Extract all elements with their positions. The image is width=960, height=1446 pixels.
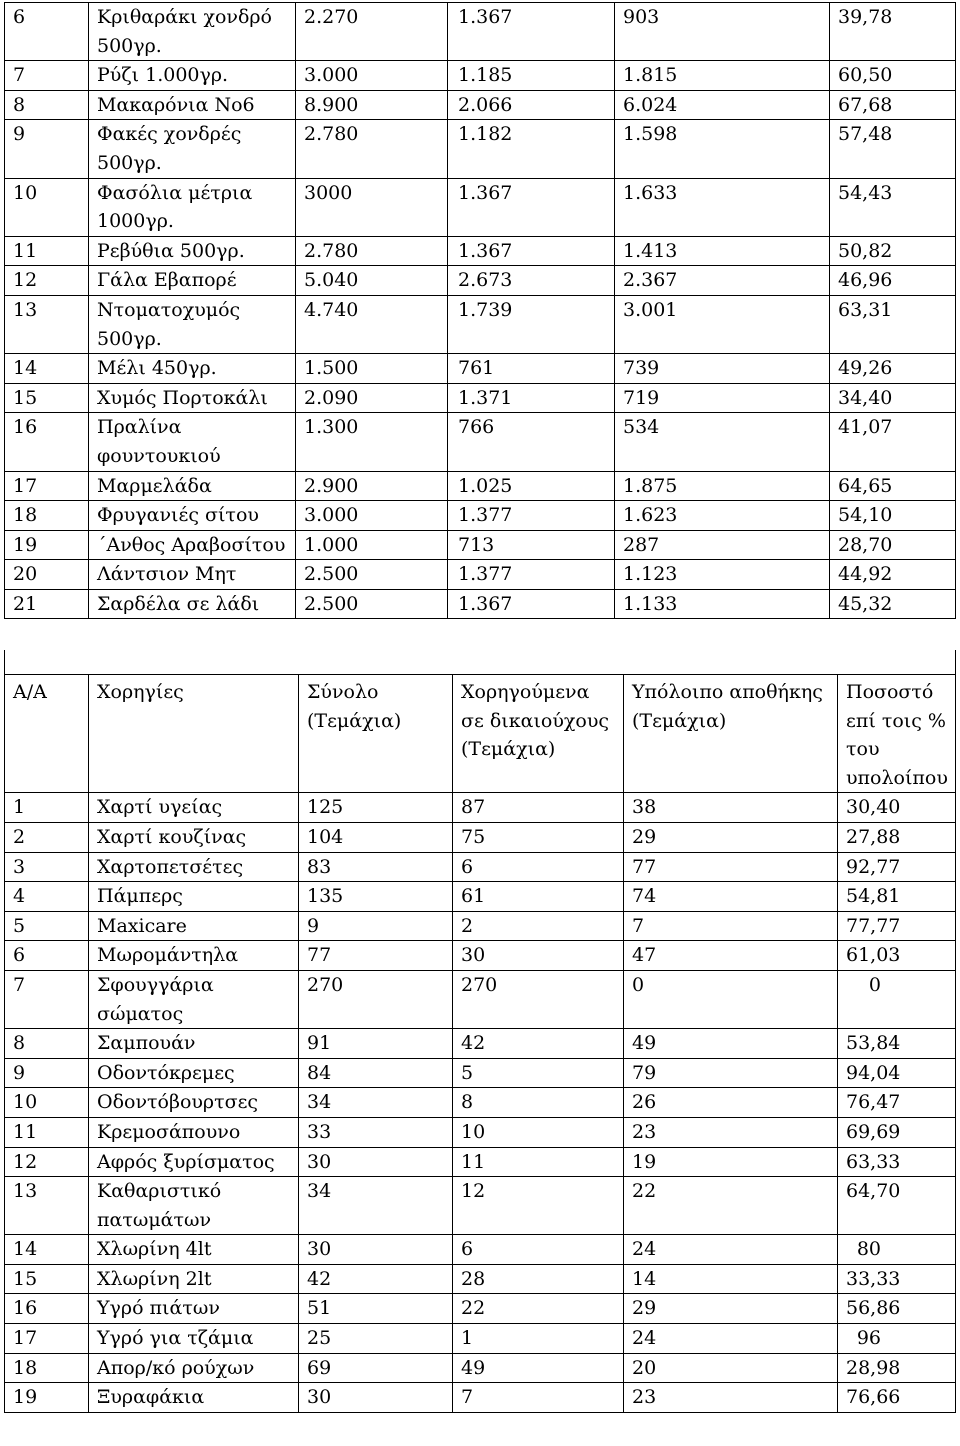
cell-no: 1 — [5, 793, 89, 823]
cell-percent: 30,40 — [838, 793, 956, 823]
cell-item: ΄Ανθος Αραβοσίτου — [89, 530, 296, 560]
cell-no: 16 — [5, 1294, 89, 1324]
cell-remaining: 2.367 — [615, 266, 830, 296]
cell-percent: 54,43 — [830, 178, 956, 236]
cell-total: 8.900 — [296, 90, 448, 120]
table-separator — [4, 650, 956, 674]
cell-total: 104 — [299, 822, 453, 852]
cell-total: 91 — [299, 1029, 453, 1059]
cell-percent: 80 — [838, 1235, 956, 1265]
cell-percent: 96 — [838, 1324, 956, 1354]
cell-remaining: 38 — [624, 793, 838, 823]
cell-percent: 49,26 — [830, 354, 956, 384]
cell-percent: 53,84 — [838, 1029, 956, 1059]
cell-no: 16 — [5, 413, 89, 471]
cell-no: 11 — [5, 1117, 89, 1147]
cell-no: 12 — [5, 1147, 89, 1177]
cell-total: 2.500 — [296, 560, 448, 590]
cell-given: 1.377 — [448, 501, 615, 531]
cell-remaining: 534 — [615, 413, 830, 471]
cell-remaining: 1.875 — [615, 471, 830, 501]
cell-item: Φρυγανιές σίτου — [89, 501, 296, 531]
cell-item: Πραλίνα φουντουκιού — [89, 413, 296, 471]
cell-no: 15 — [5, 383, 89, 413]
cell-remaining: 20 — [624, 1353, 838, 1383]
cell-remaining: 3.001 — [615, 295, 830, 353]
cell-item: Χαρτί υγείας — [89, 793, 299, 823]
cell-total: 1.300 — [296, 413, 448, 471]
cell-given: 761 — [448, 354, 615, 384]
table-row — [5, 1177, 956, 1235]
food-stock-table-body — [5, 3, 956, 619]
header-item: Χορηγίες — [89, 675, 299, 793]
cell-percent: 44,92 — [830, 560, 956, 590]
cell-item: Οδοντόκρεμες — [89, 1058, 299, 1088]
cell-item: Ρύζι 1.000γρ. — [89, 61, 296, 91]
cell-item: Maxicare — [89, 911, 299, 941]
cell-given: 1.367 — [448, 3, 615, 61]
cell-no: 11 — [5, 236, 89, 266]
cell-remaining: 14 — [624, 1264, 838, 1294]
table-row — [5, 1088, 956, 1118]
table-row — [5, 1235, 956, 1265]
cell-total: 3000 — [296, 178, 448, 236]
cell-percent: 64,65 — [830, 471, 956, 501]
cell-given: 7 — [453, 1383, 624, 1413]
table-row — [5, 1147, 956, 1177]
cell-remaining: 22 — [624, 1177, 838, 1235]
cell-percent: 50,82 — [830, 236, 956, 266]
cell-item: Κρεμοσάπουνο — [89, 1117, 299, 1147]
cell-remaining: 0 — [624, 970, 838, 1028]
cell-item: Υγρό πιάτων — [89, 1294, 299, 1324]
table-row — [5, 295, 956, 353]
cell-no: 19 — [5, 1383, 89, 1413]
cell-no: 19 — [5, 530, 89, 560]
cell-given: 766 — [448, 413, 615, 471]
cell-given: 1.367 — [448, 178, 615, 236]
cell-item: Μωρομάντηλα — [89, 941, 299, 971]
supplies-table-header — [5, 675, 956, 793]
cell-given: 49 — [453, 1353, 624, 1383]
table-row — [5, 236, 956, 266]
cell-item: Χαρτοπετσέτες — [89, 852, 299, 882]
cell-remaining: 7 — [624, 911, 838, 941]
cell-remaining: 24 — [624, 1324, 838, 1354]
cell-percent: 54,81 — [838, 882, 956, 912]
cell-total: 69 — [299, 1353, 453, 1383]
table-row — [5, 90, 956, 120]
cell-percent: 41,07 — [830, 413, 956, 471]
table-row — [5, 589, 956, 619]
cell-percent: 61,03 — [838, 941, 956, 971]
cell-item: Γάλα Εβαπορέ — [89, 266, 296, 296]
cell-given: 10 — [453, 1117, 624, 1147]
cell-total: 2.900 — [296, 471, 448, 501]
table-row — [5, 3, 956, 61]
cell-no: 4 — [5, 882, 89, 912]
cell-item: Χλωρίνη 4lt — [89, 1235, 299, 1265]
header-percent: Ποσοστό επί τοις % του υπολοίπου — [838, 675, 956, 793]
cell-given: 42 — [453, 1029, 624, 1059]
cell-item: Μακαρόνια Νο6 — [89, 90, 296, 120]
cell-percent: 46,96 — [830, 266, 956, 296]
table-row — [5, 120, 956, 178]
cell-total: 4.740 — [296, 295, 448, 353]
cell-percent: 0 — [838, 970, 956, 1028]
cell-given: 11 — [453, 1147, 624, 1177]
cell-item: Υγρό για τζάμια — [89, 1324, 299, 1354]
table-row — [5, 560, 956, 590]
cell-item: Απορ/κό ρούχων — [89, 1353, 299, 1383]
cell-remaining: 79 — [624, 1058, 838, 1088]
table-row — [5, 178, 956, 236]
cell-no: 8 — [5, 1029, 89, 1059]
cell-total: 77 — [299, 941, 453, 971]
cell-percent: 60,50 — [830, 61, 956, 91]
table-row — [5, 530, 956, 560]
table-row — [5, 354, 956, 384]
cell-item: Καθαριστικό πατωμάτων — [89, 1177, 299, 1235]
table-row — [5, 1324, 956, 1354]
cell-total: 2.780 — [296, 236, 448, 266]
cell-percent: 63,31 — [830, 295, 956, 353]
cell-item: Σαρδέλα σε λάδι — [89, 589, 296, 619]
cell-no: 6 — [5, 3, 89, 61]
cell-remaining: 6.024 — [615, 90, 830, 120]
cell-given: 1.185 — [448, 61, 615, 91]
cell-remaining: 1.133 — [615, 589, 830, 619]
cell-percent: 56,86 — [838, 1294, 956, 1324]
header-row — [5, 675, 956, 793]
supplies-table-body — [5, 793, 956, 1412]
table-row — [5, 471, 956, 501]
cell-remaining: 1.598 — [615, 120, 830, 178]
cell-given: 1 — [453, 1324, 624, 1354]
cell-item: Μέλι 450γρ. — [89, 354, 296, 384]
cell-no: 2 — [5, 822, 89, 852]
cell-given: 2.066 — [448, 90, 615, 120]
cell-remaining: 287 — [615, 530, 830, 560]
cell-remaining: 23 — [624, 1117, 838, 1147]
header-no: Α/Α — [5, 675, 89, 793]
cell-item: Χλωρίνη 2lt — [89, 1264, 299, 1294]
cell-no: 14 — [5, 354, 89, 384]
cell-remaining: 1.413 — [615, 236, 830, 266]
cell-total: 33 — [299, 1117, 453, 1147]
table-row — [5, 1264, 956, 1294]
cell-given: 87 — [453, 793, 624, 823]
cell-percent: 64,70 — [838, 1177, 956, 1235]
cell-no: 8 — [5, 90, 89, 120]
cell-no: 20 — [5, 560, 89, 590]
cell-no: 3 — [5, 852, 89, 882]
cell-given: 22 — [453, 1294, 624, 1324]
cell-total: 1.500 — [296, 354, 448, 384]
supplies-stock-table — [4, 674, 956, 1413]
cell-item: Λάντσιον Μητ — [89, 560, 296, 590]
cell-no: 17 — [5, 471, 89, 501]
cell-total: 25 — [299, 1324, 453, 1354]
cell-total: 2.090 — [296, 383, 448, 413]
table-row — [5, 882, 956, 912]
cell-remaining: 903 — [615, 3, 830, 61]
cell-remaining: 29 — [624, 822, 838, 852]
food-stock-table — [4, 2, 956, 619]
cell-given: 75 — [453, 822, 624, 852]
cell-total: 1.000 — [296, 530, 448, 560]
cell-total: 3.000 — [296, 501, 448, 531]
cell-remaining: 29 — [624, 1294, 838, 1324]
cell-item: Ρεβύθια 500γρ. — [89, 236, 296, 266]
cell-given: 1.182 — [448, 120, 615, 178]
cell-given: 2.673 — [448, 266, 615, 296]
cell-no: 13 — [5, 295, 89, 353]
cell-total: 2.500 — [296, 589, 448, 619]
cell-remaining: 19 — [624, 1147, 838, 1177]
cell-percent: 45,32 — [830, 589, 956, 619]
cell-item: Φασόλια μέτρια 1000γρ. — [89, 178, 296, 236]
cell-item: Σφουγγάρια σώματος — [89, 970, 299, 1028]
cell-given: 1.025 — [448, 471, 615, 501]
cell-remaining: 23 — [624, 1383, 838, 1413]
cell-percent: 39,78 — [830, 3, 956, 61]
cell-no: 21 — [5, 589, 89, 619]
cell-no: 9 — [5, 120, 89, 178]
cell-percent: 77,77 — [838, 911, 956, 941]
cell-given: 1.371 — [448, 383, 615, 413]
cell-remaining: 26 — [624, 1088, 838, 1118]
cell-given: 12 — [453, 1177, 624, 1235]
cell-remaining: 74 — [624, 882, 838, 912]
cell-total: 3.000 — [296, 61, 448, 91]
cell-percent: 28,70 — [830, 530, 956, 560]
cell-given: 30 — [453, 941, 624, 971]
table-row — [5, 793, 956, 823]
cell-total: 30 — [299, 1147, 453, 1177]
cell-percent: 54,10 — [830, 501, 956, 531]
cell-percent: 33,33 — [838, 1264, 956, 1294]
cell-total: 84 — [299, 1058, 453, 1088]
cell-remaining: 739 — [615, 354, 830, 384]
cell-total: 30 — [299, 1383, 453, 1413]
cell-total: 51 — [299, 1294, 453, 1324]
cell-total: 2.270 — [296, 3, 448, 61]
cell-remaining: 49 — [624, 1029, 838, 1059]
header-given: Χορηγούμενα σε δικαιούχους (Τεμάχια) — [453, 675, 624, 793]
cell-given: 8 — [453, 1088, 624, 1118]
cell-item: Ξυραφάκια — [89, 1383, 299, 1413]
table-row — [5, 266, 956, 296]
cell-remaining: 1.623 — [615, 501, 830, 531]
cell-no: 17 — [5, 1324, 89, 1354]
cell-item: Κριθαράκι χονδρό 500γρ. — [89, 3, 296, 61]
table-row — [5, 911, 956, 941]
cell-no: 9 — [5, 1058, 89, 1088]
cell-percent: 94,04 — [838, 1058, 956, 1088]
table-row — [5, 822, 956, 852]
cell-item: Ντοματοχυμός 500γρ. — [89, 295, 296, 353]
cell-total: 30 — [299, 1235, 453, 1265]
cell-no: 6 — [5, 941, 89, 971]
table-row — [5, 1294, 956, 1324]
cell-remaining: 77 — [624, 852, 838, 882]
cell-total: 34 — [299, 1177, 453, 1235]
table-row — [5, 413, 956, 471]
cell-no: 12 — [5, 266, 89, 296]
table-row — [5, 970, 956, 1028]
cell-percent: 76,47 — [838, 1088, 956, 1118]
cell-given: 713 — [448, 530, 615, 560]
cell-remaining: 719 — [615, 383, 830, 413]
cell-percent: 92,77 — [838, 852, 956, 882]
cell-percent: 34,40 — [830, 383, 956, 413]
cell-percent: 27,88 — [838, 822, 956, 852]
cell-percent: 63,33 — [838, 1147, 956, 1177]
cell-item: Οδοντόβουρτσες — [89, 1088, 299, 1118]
cell-percent: 28,98 — [838, 1353, 956, 1383]
cell-remaining: 47 — [624, 941, 838, 971]
cell-total: 5.040 — [296, 266, 448, 296]
cell-no: 15 — [5, 1264, 89, 1294]
table-row — [5, 1353, 956, 1383]
cell-given: 28 — [453, 1264, 624, 1294]
cell-given: 6 — [453, 852, 624, 882]
cell-total: 270 — [299, 970, 453, 1028]
cell-total: 2.780 — [296, 120, 448, 178]
cell-item: Σαμπουάν — [89, 1029, 299, 1059]
table-row — [5, 1029, 956, 1059]
cell-total: 42 — [299, 1264, 453, 1294]
cell-item: Αφρός ξυρίσματος — [89, 1147, 299, 1177]
cell-item: Φακές χονδρές 500γρ. — [89, 120, 296, 178]
cell-remaining: 1.123 — [615, 560, 830, 590]
cell-no: 10 — [5, 1088, 89, 1118]
cell-no: 13 — [5, 1177, 89, 1235]
cell-no: 7 — [5, 970, 89, 1028]
cell-no: 18 — [5, 501, 89, 531]
cell-given: 270 — [453, 970, 624, 1028]
cell-total: 135 — [299, 882, 453, 912]
cell-given: 6 — [453, 1235, 624, 1265]
cell-percent: 67,68 — [830, 90, 956, 120]
cell-remaining: 1.633 — [615, 178, 830, 236]
cell-given: 1.377 — [448, 560, 615, 590]
cell-given: 1.367 — [448, 236, 615, 266]
cell-given: 2 — [453, 911, 624, 941]
cell-total: 34 — [299, 1088, 453, 1118]
table-row — [5, 941, 956, 971]
cell-percent: 69,69 — [838, 1117, 956, 1147]
table-row — [5, 61, 956, 91]
cell-total: 9 — [299, 911, 453, 941]
table-row — [5, 1383, 956, 1413]
table-row — [5, 1117, 956, 1147]
table-row — [5, 852, 956, 882]
header-remaining: Υπόλοιπο αποθήκης (Τεμάχια) — [624, 675, 838, 793]
table-row — [5, 501, 956, 531]
cell-percent: 76,66 — [838, 1383, 956, 1413]
cell-item: Χαρτί κουζίνας — [89, 822, 299, 852]
table-row — [5, 383, 956, 413]
cell-item: Μαρμελάδα — [89, 471, 296, 501]
cell-total: 83 — [299, 852, 453, 882]
header-total: Σύνολο (Τεμάχια) — [299, 675, 453, 793]
cell-no: 5 — [5, 911, 89, 941]
cell-remaining: 1.815 — [615, 61, 830, 91]
cell-no: 18 — [5, 1353, 89, 1383]
cell-no: 7 — [5, 61, 89, 91]
cell-given: 1.739 — [448, 295, 615, 353]
cell-given: 61 — [453, 882, 624, 912]
cell-remaining: 24 — [624, 1235, 838, 1265]
cell-item: Πάμπερς — [89, 882, 299, 912]
cell-no: 14 — [5, 1235, 89, 1265]
cell-item: Χυμός Πορτοκάλι — [89, 383, 296, 413]
table-row — [5, 1058, 956, 1088]
cell-total: 125 — [299, 793, 453, 823]
cell-no: 10 — [5, 178, 89, 236]
cell-percent: 57,48 — [830, 120, 956, 178]
cell-given: 1.367 — [448, 589, 615, 619]
cell-given: 5 — [453, 1058, 624, 1088]
